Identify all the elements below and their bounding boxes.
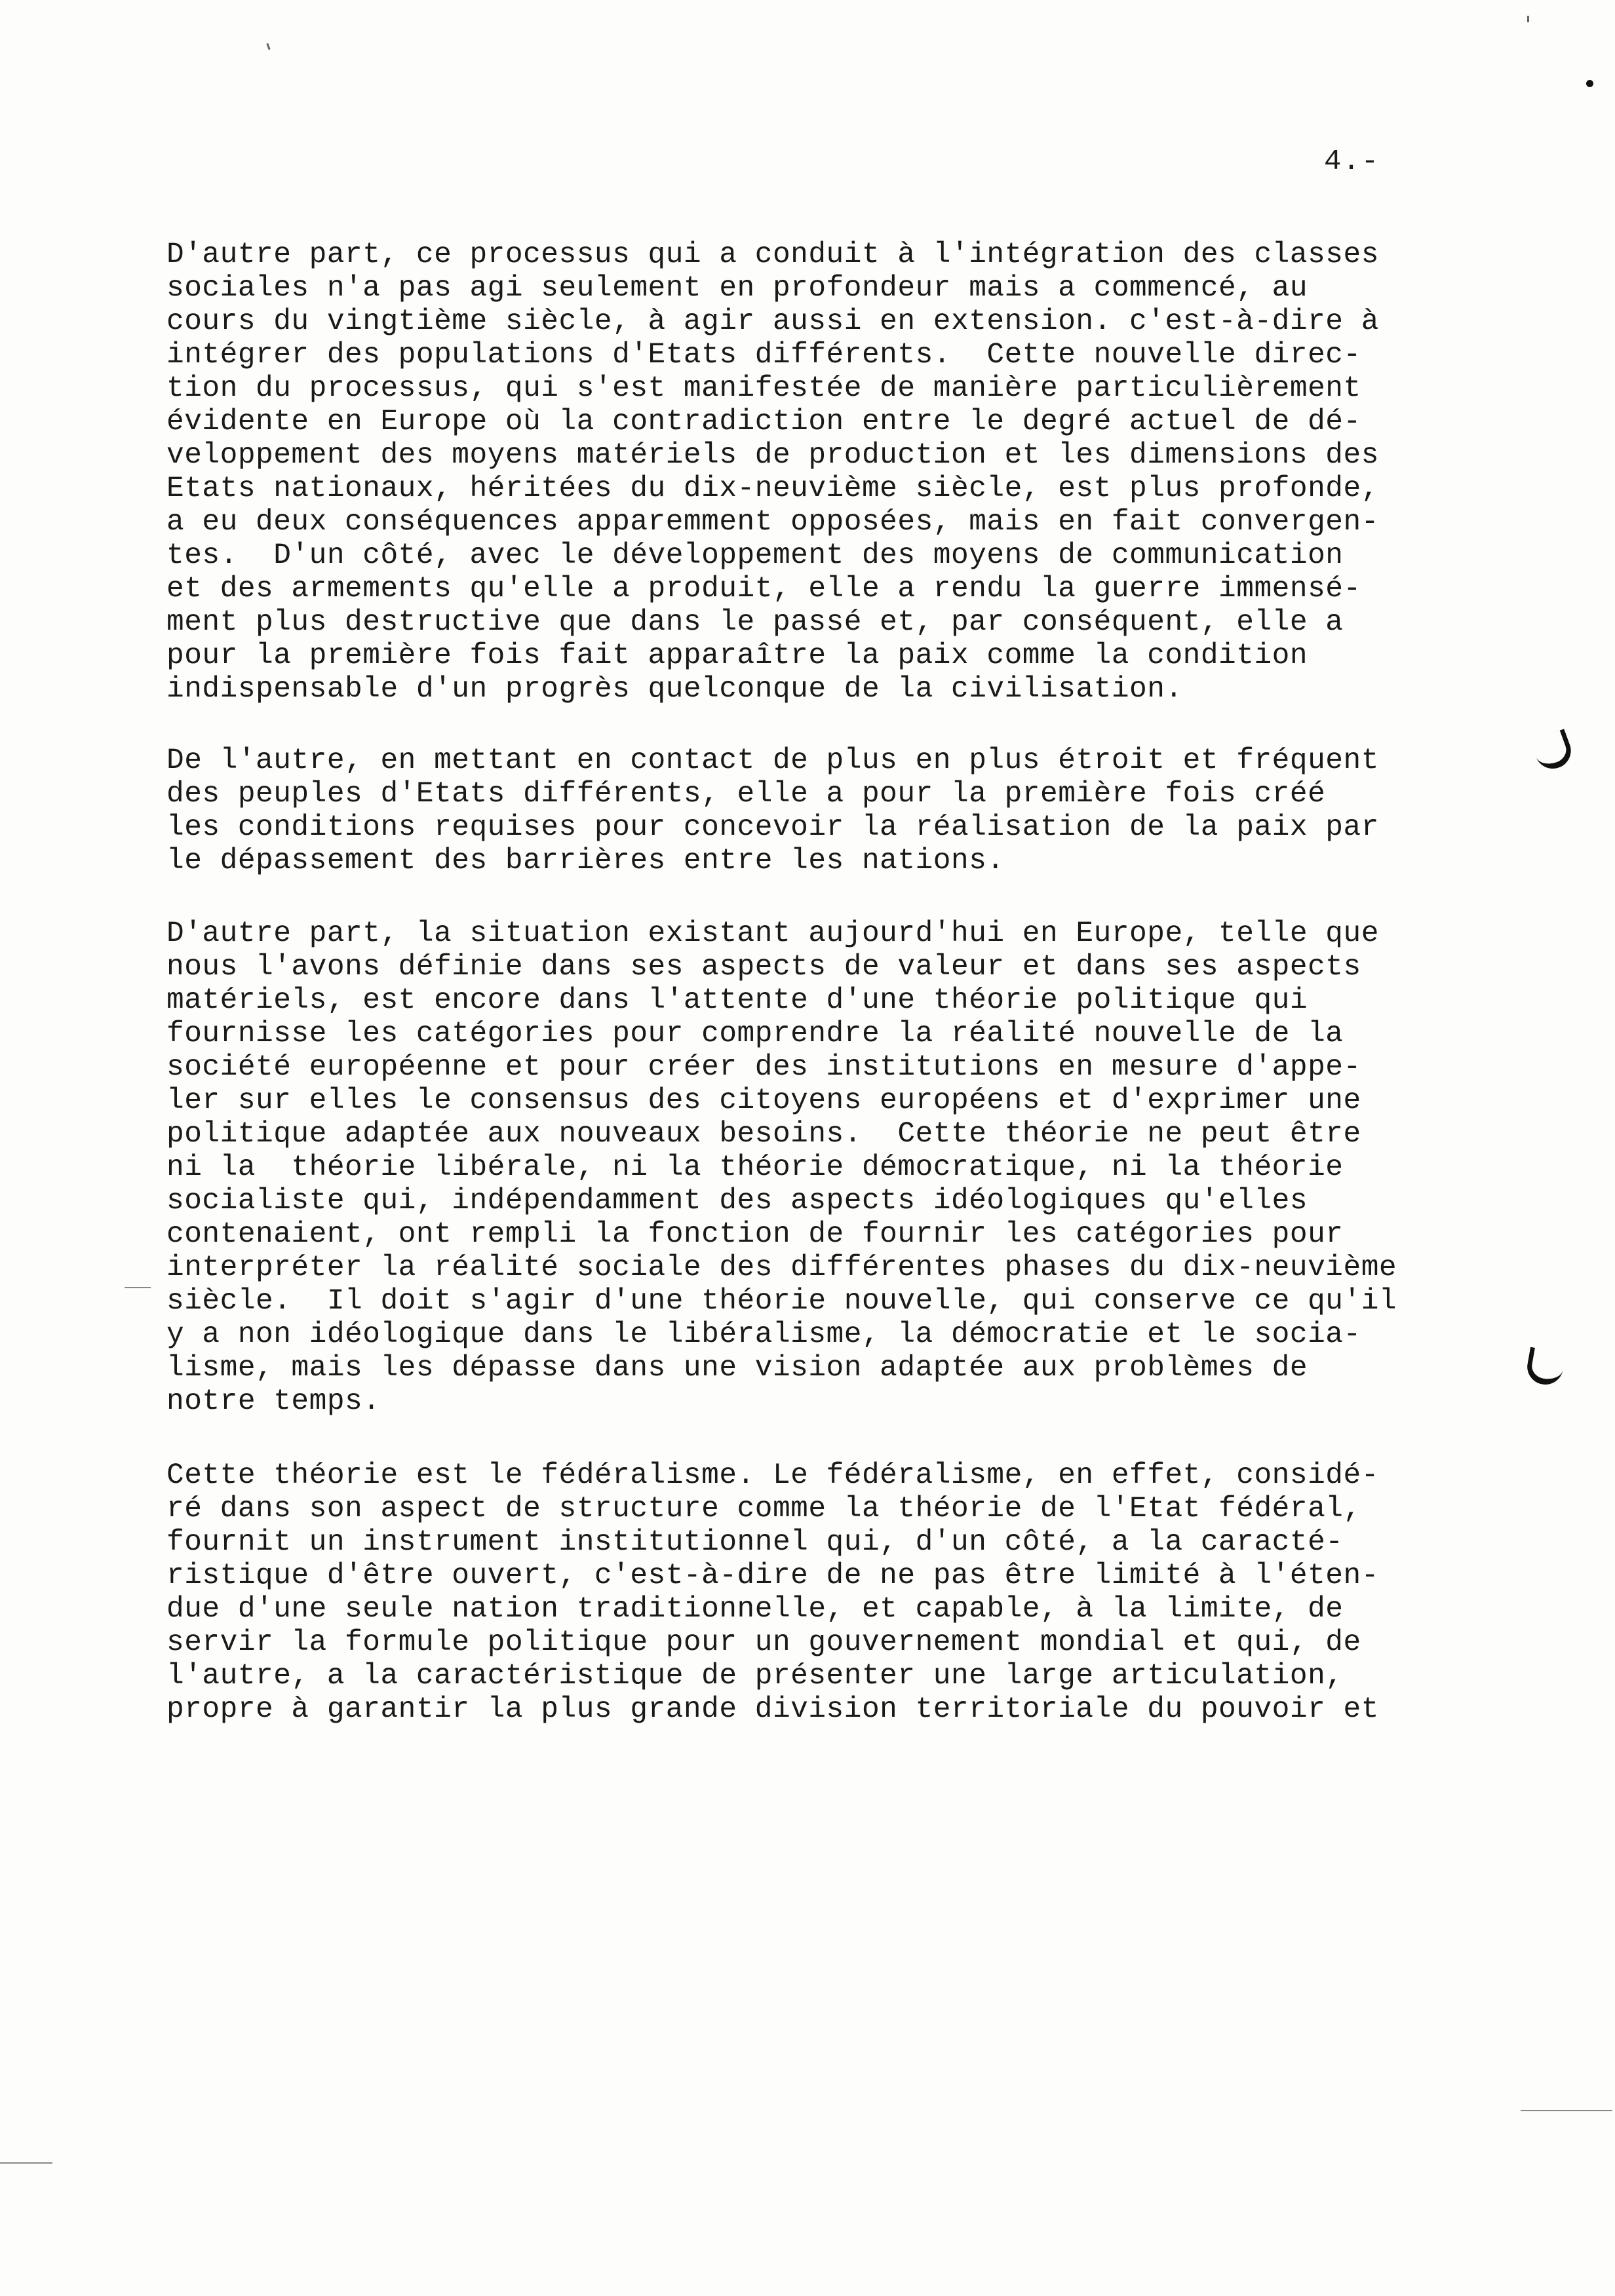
text-line: nous l'avons définie dans ses aspects de valeur et dans ses aspects <box>166 951 1361 984</box>
text-line: des peuples d'Etats différents, elle a pour la première fois créé <box>166 778 1326 811</box>
text-line: société européenne et pour créer des institutions en mesure d'appe- <box>166 1051 1361 1084</box>
text-line: ni la théorie libérale, ni la théorie démocratique, ni la théorie <box>166 1151 1344 1184</box>
text-line: indispensable d'un progrès quelconque de la civilisation. <box>166 673 1183 706</box>
text-line: le dépassement des barrières entre les nations. <box>166 845 1005 877</box>
text-line: socialiste qui, indépendamment des aspects idéologiques qu'elles <box>166 1185 1308 1217</box>
scan-edge-mark <box>125 1287 151 1288</box>
text-line: et des armements qu'elle a produit, elle a rendu la guerre immensé- <box>166 573 1361 605</box>
text-line: politique adaptée aux nouveaux besoins. Cette théorie ne peut être <box>166 1118 1361 1151</box>
text-line: ré dans son aspect de structure comme la théorie de l'Etat fédéral, <box>166 1493 1361 1525</box>
text-line: fournisse les catégories pour comprendre la réalité nouvelle de la <box>166 1018 1344 1050</box>
paragraph-1 <box>166 239 1543 706</box>
text-line: tion du processus, qui s'est manifestée de manière particulièrement <box>166 372 1361 405</box>
text-line: contenaient, ont rempli la fonction de fournir les catégories pour <box>166 1218 1344 1251</box>
text-line: D'autre part, la situation existant aujourd'hui en Europe, telle que <box>166 917 1379 950</box>
scan-edge-mark <box>1521 2110 1612 2111</box>
text-line: sociales n'a pas agi seulement en profondeur mais a commencé, au <box>166 272 1308 305</box>
paragraph-2 <box>166 744 1543 878</box>
body-text <box>166 239 1543 1766</box>
text-line: ler sur elles le consensus des citoyens européens et d'exprimer une <box>166 1084 1361 1117</box>
text-line: D'autre part, ce processus qui a conduit à l'intégration des classes <box>166 239 1379 271</box>
text-line: pour la première fois fait apparaître la paix comme la condition <box>166 640 1308 672</box>
text-line: ment plus destructive que dans le passé et, par conséquent, elle a <box>166 606 1344 639</box>
text-line: Etats nationaux, héritées du dix-neuvième siècle, est plus profonde, <box>166 472 1379 505</box>
text-line: évidente en Europe où la contradiction entre le degré actuel de dé- <box>166 406 1361 438</box>
paragraph-4 <box>166 1459 1543 1727</box>
text-line: interpréter la réalité sociale des différentes phases du dix-neuvième <box>166 1252 1397 1284</box>
text-line: cours du vingtième siècle, à agir aussi en extension. c'est-à-dire à <box>166 305 1379 338</box>
text-line: veloppement des moyens matériels de production et les dimensions des <box>166 439 1379 472</box>
text-line: siècle. Il doit s'agir d'une théorie nouvelle, qui conserve ce qu'il <box>166 1285 1397 1318</box>
page-number: 4.- <box>1324 145 1380 178</box>
scan-speck <box>1586 80 1593 87</box>
text-line: De l'autre, en mettant en contact de plus en plus étroit et fréquent <box>166 744 1379 777</box>
scan-edge-mark <box>0 2162 52 2164</box>
text-line: propre à garantir la plus grande division territoriale du pouvoir et <box>166 1693 1379 1726</box>
text-line: Cette théorie est le fédéralisme. Le fédéralisme, en effet, considé- <box>166 1459 1379 1492</box>
text-line: servir la formule politique pour un gouvernement mondial et qui, de <box>166 1626 1361 1659</box>
text-line: les conditions requises pour concevoir la réalisation de la paix par <box>166 811 1379 844</box>
text-line: a eu deux conséquences apparemment opposées, mais en fait convergen- <box>166 506 1379 539</box>
text-line: intégrer des populations d'Etats différents. Cette nouvelle direc- <box>166 339 1361 372</box>
text-line: due d'une seule nation traditionnelle, et capable, à la limite, de <box>166 1593 1344 1626</box>
scan-speck <box>266 43 270 50</box>
text-line: fournit un instrument institutionnel qui, d'un côté, a la caracté- <box>166 1526 1344 1559</box>
text-line: matériels, est encore dans l'attente d'une théorie politique qui <box>166 984 1308 1017</box>
text-line: y a non idéologique dans le libéralisme, la démocratie et le socia- <box>166 1318 1361 1351</box>
text-line: lisme, mais les dépasse dans une vision adaptée aux problèmes de <box>166 1352 1308 1385</box>
text-line: tes. D'un côté, avec le développement des moyens de communication <box>166 539 1344 572</box>
scan-speck <box>1527 16 1529 22</box>
text-line: ristique d'être ouvert, c'est-à-dire de ne pas être limité à l'éten- <box>166 1559 1379 1592</box>
text-line: notre temps. <box>166 1385 381 1418</box>
text-line: l'autre, a la caractéristique de présenter une large articulation, <box>166 1660 1344 1693</box>
paragraph-3 <box>166 917 1543 1419</box>
